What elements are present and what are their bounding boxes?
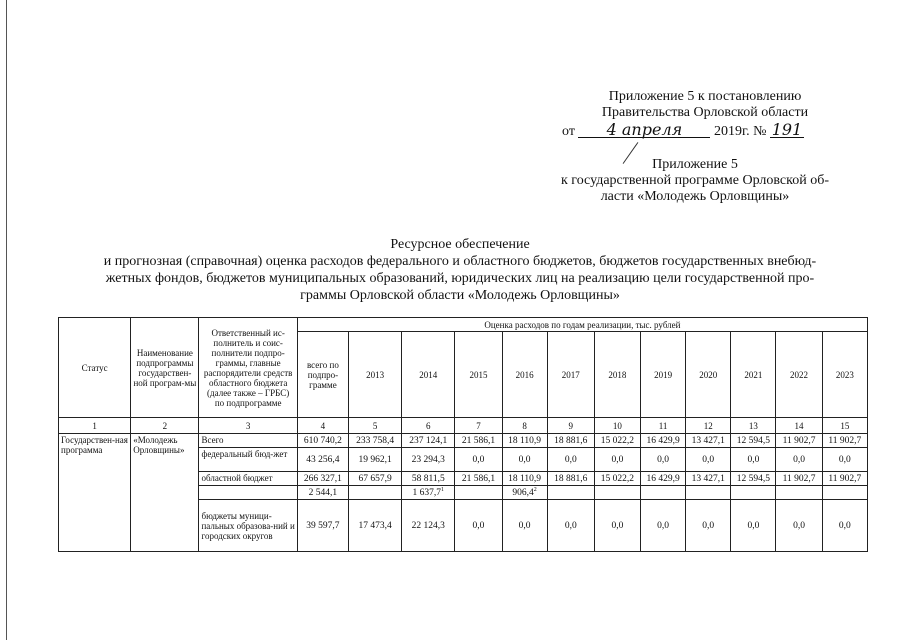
amount-cell — [547, 434, 594, 448]
amount-value: 13 427,1 — [691, 435, 725, 446]
annex-date-line — [560, 120, 850, 140]
amount-cell — [822, 500, 867, 552]
handwritten-number: 191 — [771, 120, 803, 139]
amount-value: 0,0 — [657, 520, 670, 531]
footnote-mark: 2 — [533, 486, 537, 493]
amount-value: 0,0 — [702, 520, 715, 531]
amount-cell — [402, 434, 455, 448]
amount-value: 43 256,4 — [306, 454, 340, 465]
amount-cell — [822, 472, 867, 486]
amount-value: 2 544,1 — [308, 487, 338, 498]
amount-value: 13 427,1 — [691, 473, 725, 484]
footnote-mark: 1 — [441, 486, 445, 493]
column-index-cell: 12 — [686, 418, 731, 434]
amount-cell — [297, 486, 348, 500]
amount-value: 0,0 — [657, 454, 670, 465]
annex-resolution-block — [560, 89, 850, 140]
title-line-3: жетных фондов, бюджетов муниципальных образований, юридических лиц на реализацию цели государственной про- — [105, 271, 815, 286]
amount-cell — [297, 472, 348, 486]
amount-cell — [502, 448, 547, 472]
amount-cell — [547, 486, 594, 500]
amount-value: 0,0 — [793, 520, 805, 531]
amount-value: 22 124,3 — [411, 520, 445, 531]
amount-value: 58 811,5 — [411, 473, 445, 484]
amount-value: 18 110,9 — [508, 435, 542, 446]
column-index-cell: 11 — [641, 418, 686, 434]
header-total: всего по подпро-грамме — [297, 332, 348, 418]
header-year: 2017 — [547, 332, 594, 418]
amount-cell — [594, 500, 640, 552]
amount-cell — [594, 472, 640, 486]
header-status: Статус — [59, 318, 131, 418]
amount-cell — [455, 500, 502, 552]
amount-value: 906,4 — [512, 487, 534, 498]
header-year: 2018 — [594, 332, 640, 418]
amount-value: 610 740,2 — [303, 435, 342, 446]
amount-cell — [547, 472, 594, 486]
amount-cell — [731, 500, 776, 552]
amount-cell — [731, 486, 776, 500]
column-index-cell: 8 — [502, 418, 547, 434]
amount-value: 0,0 — [747, 454, 760, 465]
amount-cell — [349, 434, 402, 448]
annex-line-2: Правительства Орловской области — [601, 105, 809, 120]
amount-value: 11 902,7 — [782, 435, 816, 446]
amount-cell — [641, 486, 686, 500]
annex-program-block — [545, 157, 845, 205]
header-year: 2014 — [402, 332, 455, 418]
amount-cell — [776, 434, 822, 448]
amount-value: 1 637,7 — [412, 487, 442, 498]
amount-value: 21 586,1 — [461, 473, 496, 484]
column-index-cell: 4 — [297, 418, 348, 434]
amount-value: 0,0 — [518, 454, 531, 465]
amount-cell — [822, 486, 867, 500]
amount-value: 0,0 — [611, 454, 624, 465]
amount-value: 67 657,9 — [358, 473, 392, 484]
amount-cell — [686, 434, 731, 448]
amount-value: 0,0 — [702, 454, 715, 465]
column-index-cell: 6 — [402, 418, 455, 434]
header-year: 2013 — [349, 332, 402, 418]
column-index-cell: 2 — [131, 418, 199, 434]
amount-cell — [776, 486, 822, 500]
header-year: 2019 — [641, 332, 686, 418]
column-index-row — [59, 418, 868, 434]
column-index-cell: 9 — [547, 418, 594, 434]
amount-cell — [641, 434, 686, 448]
amount-cell — [402, 472, 455, 486]
amount-value: 23 294,3 — [411, 454, 445, 465]
amount-cell — [502, 500, 547, 552]
amount-cell — [731, 472, 776, 486]
amount-cell — [349, 448, 402, 472]
amount-value: 18 881,6 — [554, 473, 588, 484]
amount-cell — [641, 500, 686, 552]
column-index-cell: 10 — [594, 418, 640, 434]
amount-cell — [641, 448, 686, 472]
amount-cell — [502, 472, 547, 486]
amount-value: 12 594,5 — [736, 435, 771, 446]
header-year: 2016 — [502, 332, 547, 418]
header-year: 2020 — [686, 332, 731, 418]
amount-value: 266 327,1 — [303, 473, 342, 484]
table-row — [59, 434, 868, 448]
resource-table — [58, 317, 868, 552]
header-estimate: Оценка расходов по годам реализации, тыс. рублей — [297, 318, 867, 332]
header-year: 2023 — [822, 332, 867, 418]
amount-value: 12 594,5 — [736, 473, 771, 484]
amount-cell — [776, 448, 822, 472]
header-name: Наименование подпрограммы государствен-ной програм-мы — [131, 318, 199, 418]
amount-value: 18 110,9 — [508, 473, 542, 484]
annex-year-label: 2019г. № — [713, 124, 767, 139]
amount-cell — [822, 434, 867, 448]
annex-ot-label: от — [562, 124, 575, 139]
amount-value: 0,0 — [747, 520, 760, 531]
amount-cell — [297, 500, 348, 552]
amount-cell — [297, 448, 348, 472]
amount-value: 0,0 — [564, 520, 577, 531]
amount-value: 0,0 — [472, 520, 485, 531]
amount-cell — [349, 486, 402, 500]
amount-cell — [594, 434, 640, 448]
header-year: 2021 — [731, 332, 776, 418]
amount-value: 0,0 — [564, 454, 577, 465]
amount-cell — [402, 486, 455, 500]
column-index-cell: 5 — [349, 418, 402, 434]
amount-cell — [686, 472, 731, 486]
responsible-cell: областной бюджет — [199, 472, 297, 486]
responsible-cell: федеральный бюд-жет — [199, 448, 297, 472]
amount-cell — [776, 500, 822, 552]
amount-value: 0,0 — [793, 454, 805, 465]
amount-value: 233 758,4 — [356, 435, 395, 446]
status-cell: Государствен-ная программа — [59, 434, 131, 552]
amount-cell — [402, 448, 455, 472]
amount-cell — [297, 434, 348, 448]
amount-value: 0,0 — [611, 520, 624, 531]
title-line-2: и прогнозная (справочная) оценка расходов федерального и областного бюджетов, бюджетов государственных внебюд- — [103, 254, 817, 269]
page-left-border — [6, 0, 7, 640]
column-index-cell: 1 — [59, 418, 131, 434]
amount-cell — [349, 472, 402, 486]
amount-cell — [455, 448, 502, 472]
amount-cell — [455, 434, 502, 448]
amount-value: 21 586,1 — [461, 435, 496, 446]
column-index-cell: 7 — [455, 418, 502, 434]
amount-value: 18 881,6 — [554, 435, 588, 446]
amount-cell — [455, 472, 502, 486]
amount-cell — [455, 486, 502, 500]
amount-cell — [402, 500, 455, 552]
amount-cell — [731, 434, 776, 448]
amount-value: 17 473,4 — [358, 520, 392, 531]
header-year: 2022 — [776, 332, 822, 418]
responsible-cell: бюджеты муници-пальных образова-ний и городских округов — [199, 500, 297, 552]
amount-value: 19 962,1 — [358, 454, 392, 465]
title-line-1: Ресурсное обеспечение — [390, 237, 530, 252]
program-name-cell: «Молодежь Орловщины» — [131, 434, 199, 552]
responsible-cell: Всего — [199, 434, 297, 448]
amount-value: 11 902,7 — [782, 473, 816, 484]
amount-cell — [686, 486, 731, 500]
amount-value: 39 597,7 — [306, 520, 340, 531]
amount-value: 237 124,1 — [409, 435, 448, 446]
amount-value: 0,0 — [518, 520, 531, 531]
amount-value: 16 429,9 — [646, 473, 680, 484]
title-line-4: граммы Орловской области «Молодежь Орловщины» — [300, 288, 620, 303]
amount-cell — [686, 448, 731, 472]
amount-value: 0,0 — [472, 454, 485, 465]
header-responsible: Ответственный ис-полнитель и соис-полнители подпро-граммы, главные распорядители средств областного бюджета (далее также – ГРБС) по подпрограмме — [199, 318, 297, 418]
amount-cell — [594, 486, 640, 500]
column-index-cell: 3 — [199, 418, 297, 434]
amount-cell — [822, 448, 867, 472]
annex-program-line-1: Приложение 5 — [652, 157, 738, 172]
amount-value: 11 902,7 — [828, 473, 862, 484]
column-index-cell: 14 — [776, 418, 822, 434]
amount-value: 15 022,2 — [600, 473, 635, 484]
amount-value: 11 902,7 — [828, 435, 862, 446]
amount-cell — [641, 472, 686, 486]
amount-cell — [502, 486, 547, 500]
header-year: 2015 — [455, 332, 502, 418]
column-index-cell: 15 — [822, 418, 867, 434]
amount-value: 0,0 — [838, 454, 851, 465]
amount-cell — [547, 500, 594, 552]
amount-cell — [594, 448, 640, 472]
amount-cell — [547, 448, 594, 472]
amount-cell — [502, 434, 547, 448]
column-index-cell: 13 — [731, 418, 776, 434]
responsible-cell — [199, 486, 297, 500]
amount-value: 16 429,9 — [646, 435, 680, 446]
document-title — [60, 236, 860, 304]
handwritten-date: 4 апреля — [578, 123, 710, 138]
annex-program-line-3: ласти «Молодежь Орловщины» — [600, 189, 790, 204]
amount-value: 0,0 — [838, 520, 851, 531]
amount-cell — [776, 472, 822, 486]
amount-cell — [731, 448, 776, 472]
amount-cell — [349, 500, 402, 552]
amount-value: 15 022,2 — [600, 435, 635, 446]
annex-line-1: Приложение 5 к постановлению — [608, 89, 802, 104]
annex-program-line-2: к государственной программе Орловской об- — [561, 173, 829, 188]
amount-cell — [686, 500, 731, 552]
